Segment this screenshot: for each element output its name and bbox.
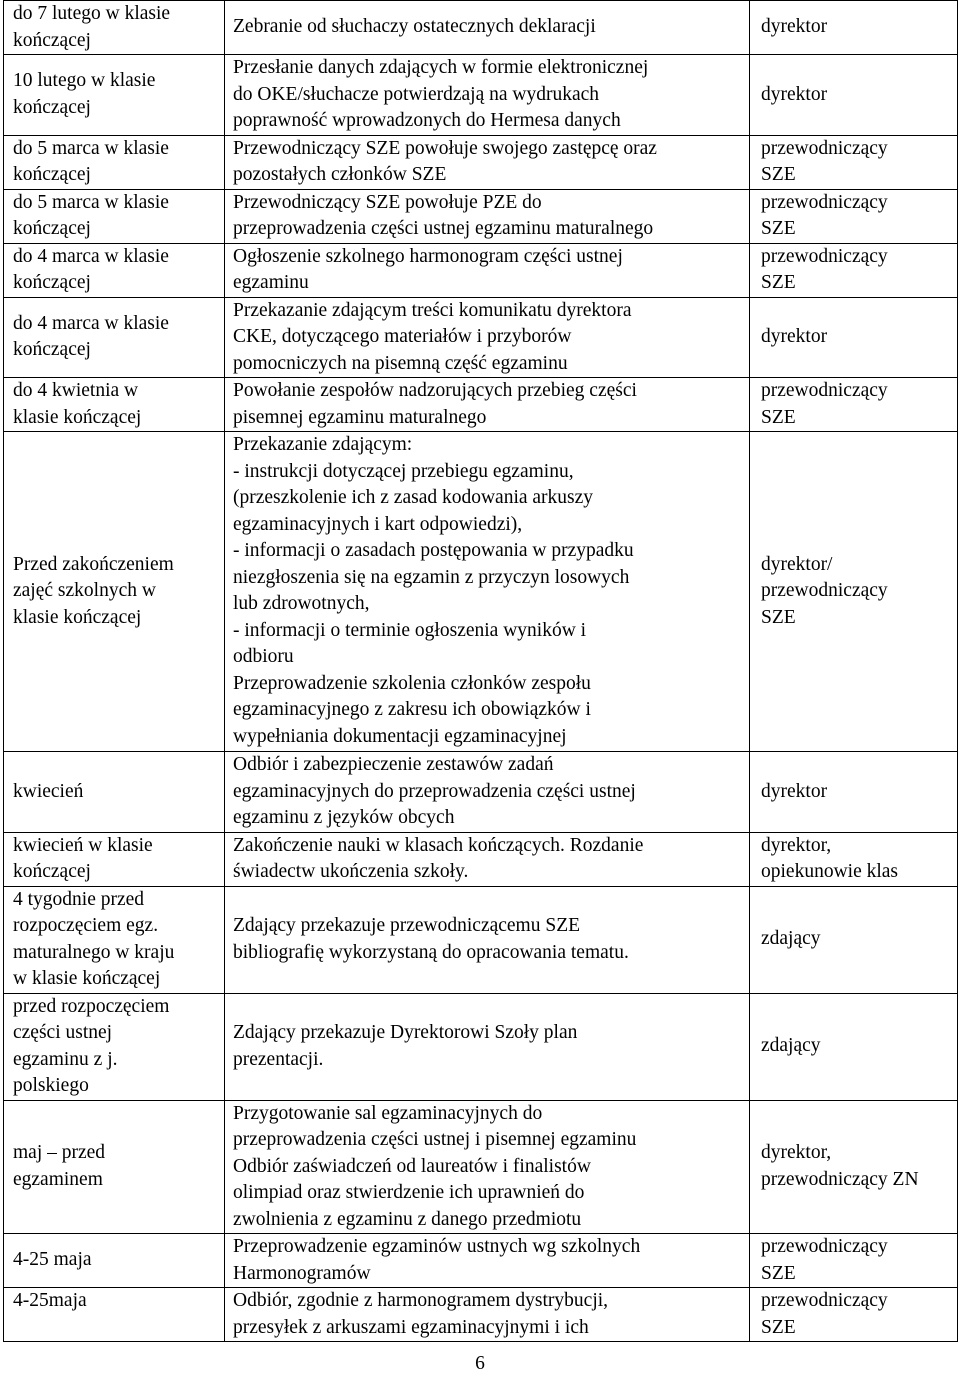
table-row	[4, 1100, 958, 1234]
responsible-cell: dyrektor, opiekunowie klas	[750, 832, 958, 886]
table-row	[4, 1288, 958, 1342]
task-cell: Przygotowanie sal egzaminacyjnych do przeprowadzenia części ustnej i pisemnej egzaminu Odbiór zaświadczeń od laureatów i finalistów olimpiad oraz stwierdzenie ich uprawnień do zwolnienia z egzaminu z danego przedmiotu	[225, 1100, 750, 1234]
table-row	[4, 1234, 958, 1288]
table-row	[4, 1, 958, 55]
date-cell: do 5 marca w klasie kończącej	[4, 189, 225, 243]
responsible-cell: przewodniczący SZE	[750, 135, 958, 189]
table-row	[4, 752, 958, 833]
date-cell: kwiecień w klasie kończącej	[4, 832, 225, 886]
table-row	[4, 189, 958, 243]
date-cell: 4-25maja	[4, 1288, 225, 1342]
task-cell: Zdający przekazuje przewodniczącemu SZE bibliografię wykorzystaną do opracowania tematu.	[225, 886, 750, 993]
table-row	[4, 993, 958, 1100]
task-cell: Przeprowadzenie egzaminów ustnych wg szkolnych Harmonogramów	[225, 1234, 750, 1288]
date-cell: do 5 marca w klasie kończącej	[4, 135, 225, 189]
date-cell: do 4 marca w klasie kończącej	[4, 243, 225, 297]
task-cell: Odbiór i zabezpieczenie zestawów zadań egzaminacyjnych do przeprowadzenia części ustnej egzaminu z języków obcych	[225, 752, 750, 833]
date-cell: 4-25 maja	[4, 1234, 225, 1288]
responsible-cell: zdający	[750, 886, 958, 993]
date-cell: do 4 marca w klasie kończącej	[4, 297, 225, 378]
date-cell: Przed zakończeniem zajęć szkolnych w klasie kończącej	[4, 432, 225, 752]
task-cell: Powołanie zespołów nadzorujących przebieg części pisemnej egzaminu maturalnego	[225, 378, 750, 432]
responsible-cell: przewodniczący SZE	[750, 1288, 958, 1342]
table-row	[4, 55, 958, 136]
table-row	[4, 378, 958, 432]
responsible-cell: zdający	[750, 993, 958, 1100]
task-cell: Przekazanie zdającym: - instrukcji dotyczącej przebiegu egzaminu, (przeszkolenie ich z zasad kodowania arkuszy egzaminacyjnych i kart odpowiedzi), - informacji o zasadach postępowania w przypadku niezgłoszenia się na egzamin z przyczyn losowych lub zdrowotnych, - informacji o terminie ogłoszenia wyników i odbioru Przeprowadzenie szkolenia członków zespołu egzaminacyjnego z zakresu ich obowiązków i wypełniania dokumentacji egzaminacyjnej	[225, 432, 750, 752]
date-cell: 4 tygodnie przed rozpoczęciem egz. maturalnego w kraju w klasie kończącej	[4, 886, 225, 993]
task-cell: Zebranie od słuchaczy ostatecznych deklaracji	[225, 1, 750, 55]
responsible-cell: przewodniczący SZE	[750, 243, 958, 297]
task-cell: Przesłanie danych zdających w formie elektronicznej do OKE/słuchacze potwierdzają na wydrukach poprawność wprowadzonych do Hermesa danych	[225, 55, 750, 136]
responsible-cell: przewodniczący SZE	[750, 378, 958, 432]
table-row	[4, 886, 958, 993]
responsible-cell: dyrektor	[750, 55, 958, 136]
task-cell: Przewodniczący SZE powołuje swojego zastępcę oraz pozostałych członków SZE	[225, 135, 750, 189]
schedule-table	[3, 0, 958, 1342]
date-cell: maj – przed egzaminem	[4, 1100, 225, 1234]
task-cell: Przewodniczący SZE powołuje PZE do przeprowadzenia części ustnej egzaminu maturalnego	[225, 189, 750, 243]
responsible-cell: dyrektor/ przewodniczący SZE	[750, 432, 958, 752]
responsible-cell: dyrektor	[750, 752, 958, 833]
date-cell: przed rozpoczęciem części ustnej egzaminu z j. polskiego	[4, 993, 225, 1100]
date-cell: 10 lutego w klasie kończącej	[4, 55, 225, 136]
page-number: 6	[475, 1353, 485, 1374]
table-row	[4, 432, 958, 752]
task-cell: Odbiór, zgodnie z harmonogramem dystrybucji, przesyłek z arkuszami egzaminacyjnymi i ich	[225, 1288, 750, 1342]
responsible-cell: przewodniczący SZE	[750, 189, 958, 243]
responsible-cell: dyrektor, przewodniczący ZN	[750, 1100, 958, 1234]
table-row	[4, 297, 958, 378]
date-cell: do 7 lutego w klasie kończącej	[4, 1, 225, 55]
task-cell: Zdający przekazuje Dyrektorowi Szoły plan prezentacji.	[225, 993, 750, 1100]
table-row	[4, 135, 958, 189]
responsible-cell: dyrektor	[750, 1, 958, 55]
table-row	[4, 832, 958, 886]
task-cell: Zakończenie nauki w klasach kończących. Rozdanie świadectw ukończenia szkoły.	[225, 832, 750, 886]
schedule-table-body	[4, 1, 958, 1342]
task-cell: Ogłoszenie szkolnego harmonogram części ustnej egzaminu	[225, 243, 750, 297]
table-row	[4, 243, 958, 297]
date-cell: do 4 kwietnia w klasie kończącej	[4, 378, 225, 432]
date-cell: kwiecień	[4, 752, 225, 833]
responsible-cell: dyrektor	[750, 297, 958, 378]
responsible-cell: przewodniczący SZE	[750, 1234, 958, 1288]
task-cell: Przekazanie zdającym treści komunikatu dyrektora CKE, dotyczącego materiałów i przyborów pomocniczych na pisemną część egzaminu	[225, 297, 750, 378]
